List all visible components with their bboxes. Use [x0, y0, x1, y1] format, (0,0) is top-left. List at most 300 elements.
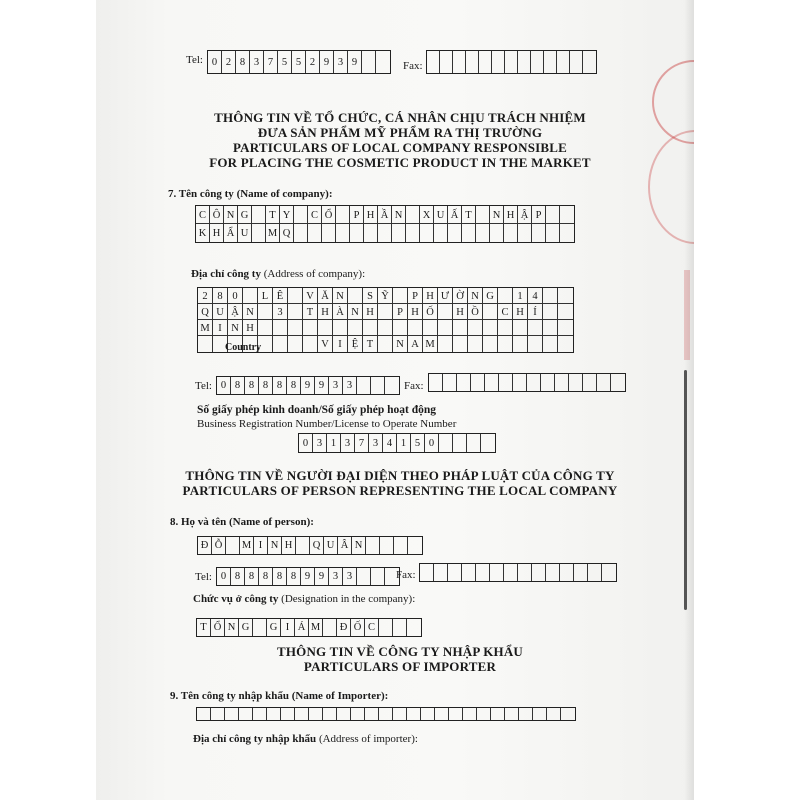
char-box[interactable]: Ổ	[322, 206, 336, 224]
char-box[interactable]	[281, 708, 295, 720]
char-box[interactable]	[546, 564, 560, 581]
char-box[interactable]: 9	[301, 568, 315, 585]
char-box[interactable]	[258, 320, 273, 336]
char-box[interactable]	[323, 708, 337, 720]
char-box[interactable]: H	[210, 224, 224, 242]
char-box[interactable]	[560, 564, 574, 581]
char-box[interactable]: H	[364, 206, 378, 224]
char-box[interactable]	[406, 224, 420, 242]
char-box[interactable]	[483, 304, 498, 320]
char-box[interactable]	[393, 708, 407, 720]
company-fax-boxes[interactable]	[428, 373, 626, 392]
char-box[interactable]: M	[309, 619, 323, 636]
char-box[interactable]: H	[453, 304, 468, 320]
char-box[interactable]: 4	[528, 288, 543, 304]
char-box[interactable]: Ỗ	[212, 537, 226, 554]
char-box[interactable]	[569, 374, 583, 391]
char-box[interactable]: N	[392, 206, 406, 224]
char-box[interactable]: P	[393, 304, 408, 320]
char-box[interactable]: V	[318, 336, 333, 352]
char-box[interactable]: 8	[259, 568, 273, 585]
char-box[interactable]: 7	[264, 51, 278, 73]
license-number-boxes[interactable]	[298, 433, 496, 453]
char-box[interactable]	[295, 708, 309, 720]
top-fax-boxes[interactable]	[426, 50, 597, 74]
char-box[interactable]: 4	[383, 434, 397, 452]
char-box[interactable]	[476, 224, 490, 242]
char-box[interactable]	[528, 320, 543, 336]
char-box[interactable]	[322, 224, 336, 242]
char-box[interactable]: C	[196, 206, 210, 224]
char-box[interactable]: Ậ	[518, 206, 532, 224]
char-box[interactable]: Ấ	[448, 206, 462, 224]
char-box[interactable]: 8	[273, 377, 287, 394]
char-box[interactable]: N	[393, 336, 408, 352]
char-box[interactable]: Ỹ	[378, 288, 393, 304]
char-box[interactable]	[371, 377, 385, 394]
char-box[interactable]: N	[225, 619, 239, 636]
char-box[interactable]	[543, 288, 558, 304]
char-box[interactable]: Ố	[351, 619, 365, 636]
char-box[interactable]	[558, 320, 573, 336]
char-box[interactable]: H	[408, 304, 423, 320]
char-box[interactable]: Q	[280, 224, 294, 242]
char-box[interactable]: K	[196, 224, 210, 242]
char-box[interactable]	[371, 568, 385, 585]
char-box[interactable]: 0	[217, 377, 231, 394]
char-box[interactable]	[337, 708, 351, 720]
char-box[interactable]: X	[420, 206, 434, 224]
char-box[interactable]: U	[213, 304, 228, 320]
char-box[interactable]: 1	[327, 434, 341, 452]
char-box[interactable]	[198, 336, 213, 352]
char-box[interactable]	[453, 320, 468, 336]
char-box[interactable]: P	[532, 206, 546, 224]
char-box[interactable]: Đ	[198, 537, 212, 554]
char-box[interactable]: C	[308, 206, 322, 224]
char-box[interactable]	[323, 619, 337, 636]
char-box[interactable]	[457, 374, 471, 391]
char-box[interactable]: T	[303, 304, 318, 320]
char-box[interactable]: 0	[217, 568, 231, 585]
char-box[interactable]	[505, 708, 519, 720]
char-box[interactable]: 2	[306, 51, 320, 73]
char-box[interactable]: P	[408, 288, 423, 304]
char-box[interactable]	[350, 224, 364, 242]
char-box[interactable]	[408, 320, 423, 336]
char-box[interactable]	[498, 288, 513, 304]
char-box[interactable]	[423, 320, 438, 336]
char-box[interactable]	[543, 320, 558, 336]
char-box[interactable]	[362, 51, 376, 73]
company-name-grid[interactable]	[195, 205, 575, 243]
char-box[interactable]	[365, 708, 379, 720]
char-box[interactable]	[476, 206, 490, 224]
char-box[interactable]: 3	[329, 568, 343, 585]
char-box[interactable]	[560, 224, 574, 242]
char-box[interactable]: 5	[278, 51, 292, 73]
char-box[interactable]: N	[348, 304, 363, 320]
char-box[interactable]: Â	[338, 537, 352, 554]
char-box[interactable]	[243, 288, 258, 304]
char-box[interactable]	[471, 374, 485, 391]
char-box[interactable]	[296, 537, 310, 554]
char-box[interactable]: M	[240, 537, 254, 554]
char-box[interactable]: Đ	[337, 619, 351, 636]
char-box[interactable]	[477, 708, 491, 720]
char-box[interactable]	[561, 708, 575, 720]
char-box[interactable]: S	[363, 288, 378, 304]
char-box[interactable]: 8	[287, 568, 301, 585]
char-box[interactable]	[462, 224, 476, 242]
char-box[interactable]: 3	[334, 51, 348, 73]
char-box[interactable]: Ệ	[348, 336, 363, 352]
char-box[interactable]: M	[266, 224, 280, 242]
char-box[interactable]	[518, 51, 531, 73]
char-box[interactable]: N	[268, 537, 282, 554]
char-box[interactable]	[252, 224, 266, 242]
char-box[interactable]	[546, 206, 560, 224]
char-box[interactable]	[463, 708, 477, 720]
person-name-boxes[interactable]	[197, 536, 423, 555]
char-box[interactable]: A	[408, 336, 423, 352]
char-box[interactable]: 9	[315, 377, 329, 394]
char-box[interactable]: Ă	[318, 288, 333, 304]
char-box[interactable]	[453, 434, 467, 452]
char-box[interactable]	[427, 51, 440, 73]
char-box[interactable]: G	[267, 619, 281, 636]
char-box[interactable]: H	[318, 304, 333, 320]
char-box[interactable]	[558, 304, 573, 320]
char-box[interactable]	[543, 304, 558, 320]
char-box[interactable]	[513, 374, 527, 391]
char-box[interactable]: N	[243, 304, 258, 320]
char-box[interactable]: H	[282, 537, 296, 554]
char-box[interactable]	[197, 708, 211, 720]
char-box[interactable]	[211, 708, 225, 720]
char-box[interactable]	[273, 336, 288, 352]
char-box[interactable]	[485, 374, 499, 391]
char-box[interactable]: 3	[343, 377, 357, 394]
company-tel-boxes[interactable]	[216, 376, 400, 395]
char-box[interactable]	[318, 320, 333, 336]
char-box[interactable]	[490, 224, 504, 242]
char-box[interactable]	[239, 708, 253, 720]
char-box[interactable]	[543, 336, 558, 352]
char-box[interactable]	[303, 336, 318, 352]
char-box[interactable]: G	[238, 206, 252, 224]
designation-boxes[interactable]	[196, 618, 422, 637]
char-box[interactable]	[393, 288, 408, 304]
char-box[interactable]	[583, 51, 596, 73]
char-box[interactable]	[476, 564, 490, 581]
char-box[interactable]: 1	[513, 288, 528, 304]
char-box[interactable]: M	[198, 320, 213, 336]
char-box[interactable]	[408, 537, 422, 554]
char-box[interactable]	[258, 304, 273, 320]
char-box[interactable]: 8	[231, 568, 245, 585]
char-box[interactable]: I	[281, 619, 295, 636]
char-box[interactable]	[453, 51, 466, 73]
char-box[interactable]	[532, 224, 546, 242]
char-box[interactable]	[434, 224, 448, 242]
char-box[interactable]: 8	[231, 377, 245, 394]
char-box[interactable]	[336, 224, 350, 242]
char-box[interactable]	[420, 224, 434, 242]
char-box[interactable]: Ư	[438, 288, 453, 304]
char-box[interactable]: 9	[301, 377, 315, 394]
char-box[interactable]: 3	[341, 434, 355, 452]
char-box[interactable]	[407, 619, 421, 636]
char-box[interactable]	[555, 374, 569, 391]
char-box[interactable]	[468, 320, 483, 336]
char-box[interactable]: Ờ	[453, 288, 468, 304]
char-box[interactable]: 3	[250, 51, 264, 73]
char-box[interactable]: Ô	[210, 206, 224, 224]
char-box[interactable]: H	[513, 304, 528, 320]
char-box[interactable]: H	[243, 320, 258, 336]
char-box[interactable]: À	[333, 304, 348, 320]
char-box[interactable]: I	[213, 320, 228, 336]
char-box[interactable]	[378, 304, 393, 320]
char-box[interactable]: 9	[320, 51, 334, 73]
char-box[interactable]	[438, 336, 453, 352]
char-box[interactable]: Ê	[273, 288, 288, 304]
char-box[interactable]	[557, 51, 570, 73]
char-box[interactable]: Ậ	[228, 304, 243, 320]
char-box[interactable]: 7	[355, 434, 369, 452]
char-box[interactable]	[546, 224, 560, 242]
char-box[interactable]	[303, 320, 318, 336]
char-box[interactable]	[357, 568, 371, 585]
char-box[interactable]	[583, 374, 597, 391]
char-box[interactable]	[288, 288, 303, 304]
char-box[interactable]	[440, 51, 453, 73]
char-box[interactable]	[462, 564, 476, 581]
char-box[interactable]	[378, 320, 393, 336]
char-box[interactable]	[357, 377, 371, 394]
char-box[interactable]	[393, 320, 408, 336]
char-box[interactable]: T	[197, 619, 211, 636]
char-box[interactable]: T	[462, 206, 476, 224]
char-box[interactable]	[448, 224, 462, 242]
char-box[interactable]	[558, 288, 573, 304]
char-box[interactable]	[602, 564, 616, 581]
char-box[interactable]	[288, 336, 303, 352]
char-box[interactable]: 0	[208, 51, 222, 73]
char-box[interactable]: 0	[299, 434, 313, 452]
char-box[interactable]	[528, 336, 543, 352]
char-box[interactable]	[574, 564, 588, 581]
char-box[interactable]	[376, 51, 390, 73]
char-box[interactable]	[380, 537, 394, 554]
char-box[interactable]: N	[333, 288, 348, 304]
char-box[interactable]	[492, 51, 505, 73]
char-box[interactable]	[273, 320, 288, 336]
char-box[interactable]	[483, 320, 498, 336]
char-box[interactable]	[466, 51, 479, 73]
char-box[interactable]: P	[350, 206, 364, 224]
char-box[interactable]: 2	[198, 288, 213, 304]
char-box[interactable]	[336, 206, 350, 224]
char-box[interactable]: 3	[369, 434, 383, 452]
char-box[interactable]	[588, 564, 602, 581]
char-box[interactable]	[434, 564, 448, 581]
char-box[interactable]	[513, 336, 528, 352]
char-box[interactable]: 8	[287, 377, 301, 394]
char-box[interactable]: Ẩ	[224, 224, 238, 242]
char-box[interactable]	[394, 537, 408, 554]
char-box[interactable]: T	[266, 206, 280, 224]
char-box[interactable]: Q	[310, 537, 324, 554]
char-box[interactable]	[504, 564, 518, 581]
char-box[interactable]	[333, 320, 348, 336]
char-box[interactable]: 3	[273, 304, 288, 320]
char-box[interactable]	[513, 320, 528, 336]
char-box[interactable]	[518, 224, 532, 242]
char-box[interactable]	[288, 304, 303, 320]
char-box[interactable]: L	[258, 288, 273, 304]
char-box[interactable]	[253, 708, 267, 720]
char-box[interactable]	[378, 336, 393, 352]
char-box[interactable]: I	[333, 336, 348, 352]
char-box[interactable]	[558, 336, 573, 352]
char-box[interactable]	[611, 374, 625, 391]
importer-name-boxes[interactable]	[196, 707, 576, 721]
char-box[interactable]	[518, 564, 532, 581]
char-box[interactable]: V	[303, 288, 318, 304]
char-box[interactable]	[392, 224, 406, 242]
char-box[interactable]: 1	[397, 434, 411, 452]
char-box[interactable]	[448, 564, 462, 581]
char-box[interactable]	[481, 434, 495, 452]
char-box[interactable]: Y	[280, 206, 294, 224]
char-box[interactable]: 5	[411, 434, 425, 452]
char-box[interactable]	[348, 288, 363, 304]
char-box[interactable]: H	[363, 304, 378, 320]
char-box[interactable]: U	[434, 206, 448, 224]
char-box[interactable]	[498, 320, 513, 336]
char-box[interactable]: Ồ	[468, 304, 483, 320]
char-box[interactable]: 8	[236, 51, 250, 73]
char-box[interactable]	[453, 336, 468, 352]
char-box[interactable]: 8	[245, 377, 259, 394]
char-box[interactable]: Q	[198, 304, 213, 320]
char-box[interactable]: 5	[292, 51, 306, 73]
char-box[interactable]	[294, 224, 308, 242]
char-box[interactable]: 8	[273, 568, 287, 585]
char-box[interactable]: 9	[348, 51, 362, 73]
char-box[interactable]: C	[498, 304, 513, 320]
char-box[interactable]	[366, 537, 380, 554]
char-box[interactable]	[364, 224, 378, 242]
char-box[interactable]: 0	[425, 434, 439, 452]
char-box[interactable]	[544, 51, 557, 73]
char-box[interactable]	[393, 619, 407, 636]
char-box[interactable]	[421, 708, 435, 720]
char-box[interactable]	[308, 224, 322, 242]
char-box[interactable]: M	[423, 336, 438, 352]
char-box[interactable]: C	[365, 619, 379, 636]
char-box[interactable]: 3	[313, 434, 327, 452]
char-box[interactable]	[547, 708, 561, 720]
char-box[interactable]: Ổ	[211, 619, 225, 636]
char-box[interactable]	[533, 708, 547, 720]
char-box[interactable]: N	[352, 537, 366, 554]
char-box[interactable]: Ầ	[378, 206, 392, 224]
char-box[interactable]	[560, 206, 574, 224]
person-tel-boxes[interactable]	[216, 567, 400, 586]
char-box[interactable]: Á	[295, 619, 309, 636]
char-box[interactable]	[439, 434, 453, 452]
char-box[interactable]: N	[224, 206, 238, 224]
char-box[interactable]	[420, 564, 434, 581]
char-box[interactable]	[363, 320, 378, 336]
char-box[interactable]	[531, 51, 544, 73]
char-box[interactable]: U	[324, 537, 338, 554]
char-box[interactable]	[351, 708, 365, 720]
char-box[interactable]: N	[228, 320, 243, 336]
char-box[interactable]	[541, 374, 555, 391]
char-box[interactable]: 8	[213, 288, 228, 304]
char-box[interactable]	[532, 564, 546, 581]
char-box[interactable]: H	[504, 206, 518, 224]
char-box[interactable]: 9	[315, 568, 329, 585]
char-box[interactable]	[443, 374, 457, 391]
top-tel-boxes[interactable]	[207, 50, 391, 74]
char-box[interactable]	[378, 224, 392, 242]
char-box[interactable]	[570, 51, 583, 73]
char-box[interactable]: Í	[528, 304, 543, 320]
char-box[interactable]: Ố	[423, 304, 438, 320]
char-box[interactable]	[468, 336, 483, 352]
char-box[interactable]	[519, 708, 533, 720]
char-box[interactable]	[504, 224, 518, 242]
char-box[interactable]: 3	[329, 377, 343, 394]
char-box[interactable]: I	[254, 537, 268, 554]
char-box[interactable]	[225, 708, 239, 720]
char-box[interactable]	[379, 708, 393, 720]
char-box[interactable]	[407, 708, 421, 720]
char-box[interactable]: N	[490, 206, 504, 224]
char-box[interactable]	[505, 51, 518, 73]
char-box[interactable]	[435, 708, 449, 720]
char-box[interactable]	[288, 320, 303, 336]
char-box[interactable]: 8	[245, 568, 259, 585]
char-box[interactable]: T	[363, 336, 378, 352]
char-box[interactable]	[498, 336, 513, 352]
char-box[interactable]: 2	[222, 51, 236, 73]
char-box[interactable]	[483, 336, 498, 352]
char-box[interactable]	[438, 304, 453, 320]
char-box[interactable]	[429, 374, 443, 391]
char-box[interactable]	[449, 708, 463, 720]
char-box[interactable]	[253, 619, 267, 636]
char-box[interactable]	[438, 320, 453, 336]
char-box[interactable]: G	[483, 288, 498, 304]
char-box[interactable]: U	[238, 224, 252, 242]
char-box[interactable]	[379, 619, 393, 636]
char-box[interactable]	[252, 206, 266, 224]
char-box[interactable]: N	[468, 288, 483, 304]
char-box[interactable]	[309, 708, 323, 720]
char-box[interactable]	[597, 374, 611, 391]
char-box[interactable]: H	[423, 288, 438, 304]
char-box[interactable]: 0	[228, 288, 243, 304]
char-box[interactable]	[406, 206, 420, 224]
char-box[interactable]	[385, 377, 399, 394]
char-box[interactable]: G	[239, 619, 253, 636]
